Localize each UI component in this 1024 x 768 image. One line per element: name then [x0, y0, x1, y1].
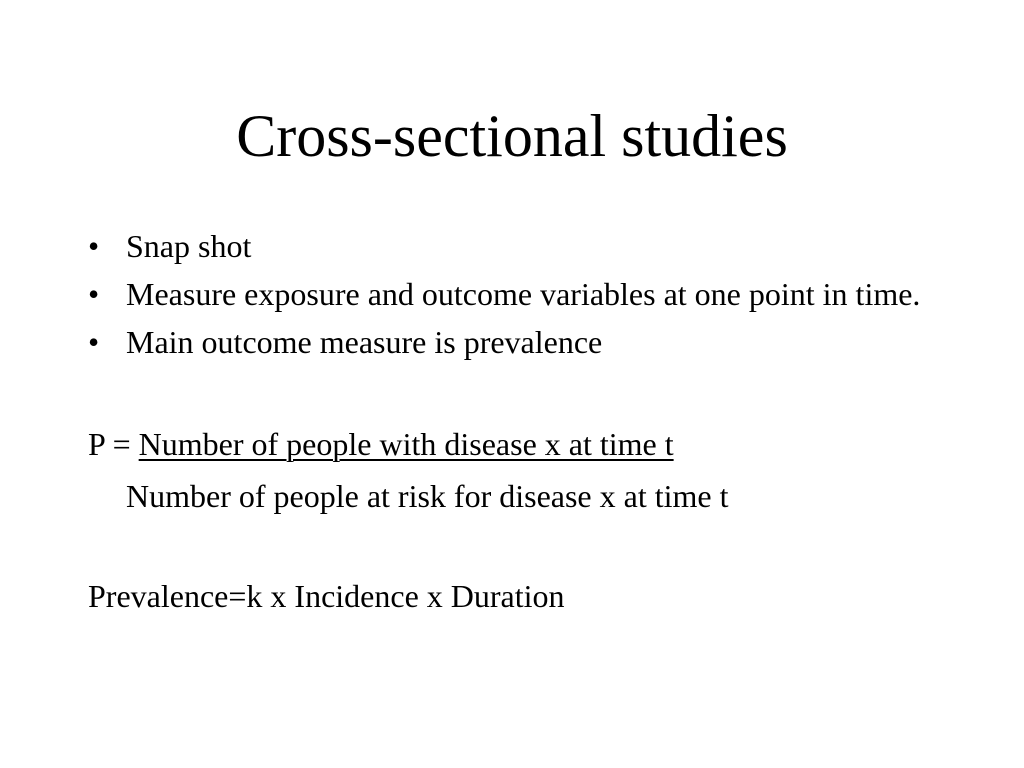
- bullet-icon: •: [88, 228, 100, 264]
- fraction-lhs: P =: [88, 426, 139, 462]
- slide-title: Cross-sectional studies: [236, 103, 788, 169]
- bullet-item: [88, 322, 948, 362]
- bullet-list: [88, 226, 948, 362]
- fraction-top-line: [88, 418, 948, 470]
- bullet-item: [88, 274, 948, 314]
- bullet-icon: •: [88, 276, 100, 312]
- bullet-icon: •: [88, 324, 100, 360]
- fraction-denominator: Number of people at risk for disease x at time t: [126, 478, 729, 514]
- prevalence-relation: Prevalence=k x Incidence x Duration: [88, 578, 565, 614]
- fraction-numerator: Number of people with disease x at time t: [138, 426, 674, 462]
- slide-body: [88, 226, 948, 616]
- bullet-text: Main outcome measure is prevalence: [126, 324, 603, 360]
- bullet-text: Measure exposure and outcome variables at one point in time.: [126, 276, 921, 312]
- prevalence-fraction: [88, 418, 948, 522]
- bullet-text: Snap shot: [126, 228, 252, 264]
- bullet-item: [88, 226, 948, 266]
